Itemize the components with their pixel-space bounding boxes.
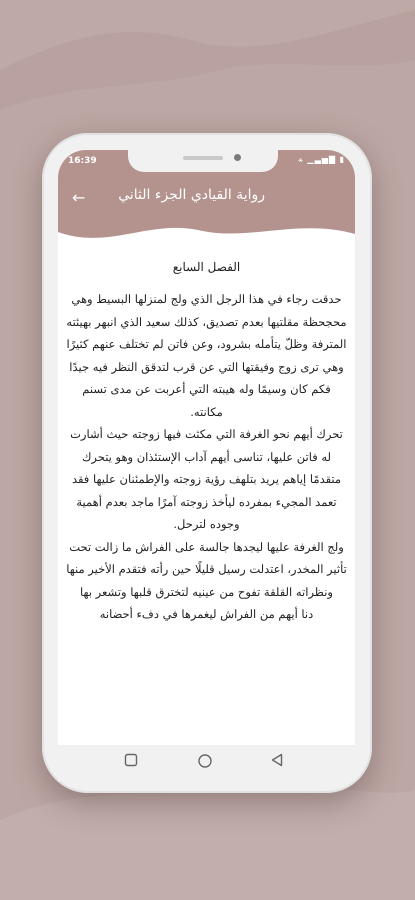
app-screen: [58, 150, 355, 745]
chapter-content[interactable]: [66, 260, 347, 740]
paragraph: حدقت رجاء في هذا الرجل الذي ولج لمنزلها البسيط وهي محجحظة مقلتيها بعدم تصديق، كذلك سعيد الذي انبهر بهيئته المترفة وظلّ يتأمله بشرود، وعن فاتن لم تختلف عنهم كثيرًا وهي ترى زوج وفيقتها التي عن قرب لتدقق النظر فيه جيدًا فكم كان وسيمًا وله هيبته التي أعربت عن مدى تسنم مكانته.: [66, 292, 347, 419]
header-wave: [58, 220, 355, 260]
status-icons: ⚹ ▁▃▅▇ ▮: [298, 155, 345, 164]
recents-square-icon[interactable]: [124, 753, 138, 767]
speaker-grille: [183, 156, 223, 160]
camera-notch: [128, 150, 278, 172]
paragraph: ولج الغرفة عليها ليجدها جالسة على الفراش ما زالت تحت تأثير المخدر، اعتدلت رسيل قليلًا حين رأته فتقدم الأخير منها ونظراته القلقة تفوح من عينيه لتخترق قلبها وتشعر بها: [66, 539, 347, 599]
back-arrow-icon[interactable]: ←: [72, 188, 86, 207]
page-title: رواية القيادي الجزء الثاني: [118, 187, 265, 203]
paragraph: تحرك أيهم نحو الغرفة التي مكثت فيها زوجته حيث أشارت له فاتن عليها، تناسى أيهم آداب الإستئذان وهو يتحرك متقدمًا إياهم يريد بتلهف رؤية زوجته والإطمئنان عليها فقد تعمد المجيء بمفرده ليأخذ زوجته آمرًا ماجد بعدم أهمية وجوده لترحل.: [70, 427, 343, 531]
home-circle-icon[interactable]: [197, 753, 213, 769]
back-triangle-icon[interactable]: [270, 753, 284, 767]
paragraph: دنا أيهم من الفراش ليغمرها في دفء أحضانه: [99, 607, 314, 621]
front-camera: [234, 154, 241, 161]
status-time: 16:39: [68, 156, 97, 166]
chapter-title: الفصل السابع: [172, 260, 241, 274]
system-nav-bar: [58, 745, 355, 781]
